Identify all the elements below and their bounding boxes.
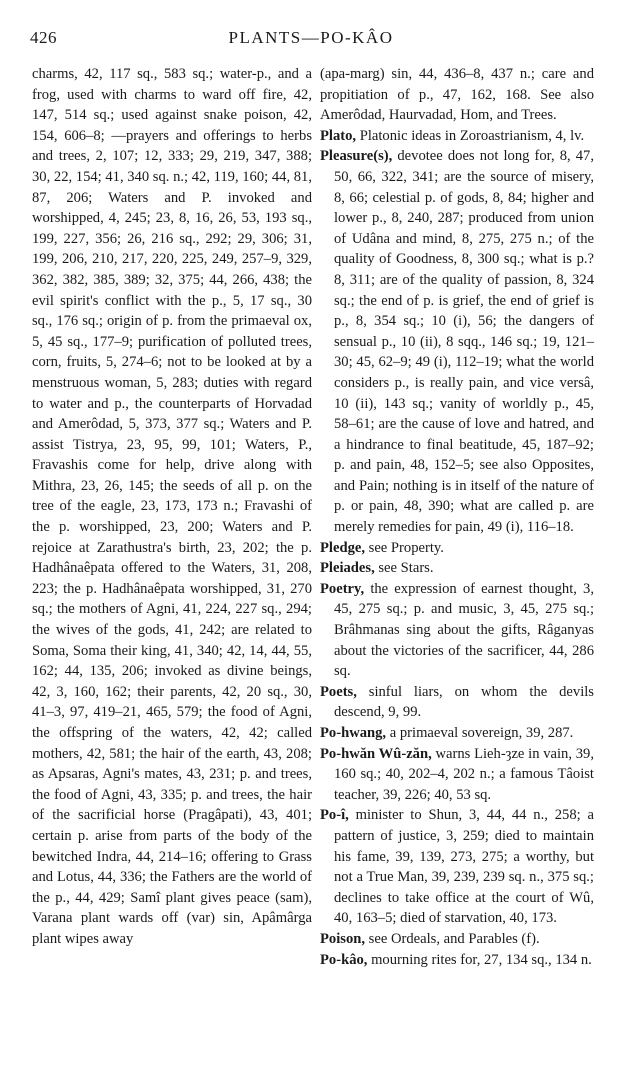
index-entry — [320, 744, 594, 806]
index-headword: Poetry, — [320, 580, 365, 597]
index-entry — [320, 126, 594, 147]
index-headword: Poets, — [320, 683, 357, 700]
index-entry-body: warns Lieh-ȝze in vain, 39, 160 sq.; 40, 202–4, 202 n.; a famous Tâoist teacher, 39, 226; 40, 53 sq. — [334, 745, 594, 803]
index-entry-body: the expression of earnest thought, 3, 45, 275 sq.; p. and music, 3, 45, 275 sq.; Brâhmanas sing about the gifts, Râganyas about the victories of the sacrificer, 44, 286 sq. — [334, 580, 594, 680]
index-headword: Po-î, — [320, 807, 349, 824]
index-entry-continuation: charms, 42, 117 sq., 583 sq.; water-p., and a frog, used with charms to ward off fire, 42, 147, 514 sq.; used against snake poison, 42, 154, 606–8; —prayers and offerings to herbs and trees, 2, 107; 12, 333; 29, 219, 347, 388; 30, 22, 154; 41, 340 sq. n.; 42, 119, 160; 44, 81, 87, 206; Waters and P. invoked and worshipped, 4, 245; 23, 8, 16, 26, 53, 193 sq., 199, 227, 356; 26, 216 sq., 292; 29, 306; 31, 199, 206, 210, 217, 220, 225, 249, 257–9, 329, 362, 382, 385, 389; 32, 375; 44, 266, 438; the evil spirit's conflict with the p., 5, 17 sq., 30 sq., 176 sq.; origin of p. from the primaeval ox, 5, 45 sq., 177–9; purification of polluted trees, corn, fruits, 5, 274–6; not to be looked at by a menstruous woman, 5, 283; duties with regard to water and p., the counterparts of Horvadad and Amerôdad, 5, 373, 377 sq.; Waters and P. assist Tistrya, 23, 95, 99, 101; Waters, P., Fravashis come for help, drive along with Mithra, 23, 26, 145; the seeds of all p. on the tree of the eagle, 23, 173, 173 n.; Fravashi of the p. worshipped, 23, 200; Waters and P. rejoice at Zarathustra's birth, 23, 202; the p. Hadhânaêpata offered to the Waters, 31, 208, 223; the p. Hadhânaêpata worshipped, 31, 270 sq.; the mothers of Agni, 41, 224, 227 sq., 294; the wives of the gods, 41, 242; are related to Soma, Soma their king, 41, 340; 42, 14, 44, 55, 162; 44, 135, 206; invoked as divine beings, 42, 3, 160, 162; their parents, 42, 20 sq., 30, 41–3, 97, 419–21, 465, 579; the food of Agni, the offspring of the waters, 42, 42; called mothers, 42, 581; the hair of the earth, 43, 208; as Apsaras, Agni's mates, 43, 231; p. and trees, the food of Agni, 43, 335; p. and trees, the hair of the sacrificial horse (Pragâpati), 43, 401; certain p. arise from parts of the body of the bewitched Indra, 44, 214–16; offering to Grass and Lotus, 44, 336; the Fathers are the world of the p., 44, 429; Samî plant gives peace (sam), Varana plant wards off (var) sin, Apâmârga plant wipes away — [32, 66, 312, 947]
index-entry-body: Platonic ideas in Zoroastrianism, 4, lv. — [356, 127, 585, 144]
index-entry-body: see Ordeals, and Parables (f). — [365, 930, 540, 947]
index-headword: Pleasure(s), — [320, 148, 393, 165]
index-entry-body: mourning rites for, 27, 134 sq., 134 n. — [367, 951, 592, 968]
index-entry-body: minister to Shun, 3, 44, 44 n., 258; a pattern of justice, 3, 259; died to maintain his fame, 39, 139, 273, 275; a worthy, but not a True Man, 39, 239, 239 sq. n., 375 sq.; declines to take office at the court of Wû, 40, 163–5; died of starvation, 40, 173. — [334, 807, 594, 927]
index-entry-body: see Stars. — [374, 560, 434, 577]
index-entry — [320, 682, 594, 723]
index-headword: Po-kâo, — [320, 951, 368, 968]
index-entry — [320, 929, 594, 950]
index-entry — [320, 538, 594, 559]
right-column — [320, 64, 594, 970]
index-headword: Poison, — [320, 930, 366, 947]
index-entry — [320, 805, 594, 929]
index-entry-body: see Property. — [365, 539, 444, 556]
page-number: 426 — [30, 28, 57, 47]
index-entry — [320, 579, 594, 682]
index-headword: Plato, — [320, 127, 357, 144]
index-headword: Po-hwăn Wû-zăn, — [320, 745, 432, 762]
index-entry — [320, 723, 594, 744]
index-entry-body: a primaeval sovereign, 39, 287. — [386, 725, 574, 741]
left-column — [32, 64, 312, 950]
running-head: PLANTS—PO-KÂO — [228, 28, 394, 47]
index-entry-body: devotee does not long for, 8, 47, 50, 66, 322, 341; are the source of misery, 8, 66; celestial p. of gods, 8, 84; higher and lower p., 8, 240, 287; produced from union of Udâna and mind, 8, 275, 275 n.; of the quality of Goodness, 8, 300 sq.; what is p.? 8, 311; are of the quality of passion, 8, 324 sq.; the end of p. is grief, the end of grief is p., 8, 354 sq.; 10 (i), 56; the dangers of sensual p., 10 (ii), 8 sqq., 146 sq.; 19, 121–30; 45, 62–9; 49 (i), 112–19; what the world considers p., is really pain, and vice versâ, 10 (ii), 143 sq.; vanity of worldly p., 45, 58–61; are the cause of love and hatred, and a hindrance to final beatitude, 45, 187–92; p. and pain, 48, 152–5; see also Opposites, and Pain; nothing is in itself of the nature of p. or pain, 48, 390; what are called p. are merely remedies for pain, 49 (i), 116–18. — [334, 148, 594, 536]
page-header — [30, 28, 592, 52]
index-entry-continuation: (apa-marg) sin, 44, 436–8, 437 n.; care and propitiation of p., 47, 162, 168. See also Amerôdad, Haurvadad, Hom, and Trees. — [320, 66, 594, 124]
index-entry — [320, 950, 594, 971]
index-headword: Po-hwang, — [320, 725, 387, 741]
index-entry-body: sinful liars, on whom the devils descend, 9, 99. — [334, 683, 594, 721]
index-headword: Pleiades, — [320, 560, 375, 577]
index-entry — [320, 558, 594, 579]
index-entry — [320, 146, 594, 537]
index-headword: Pledge, — [320, 539, 365, 556]
